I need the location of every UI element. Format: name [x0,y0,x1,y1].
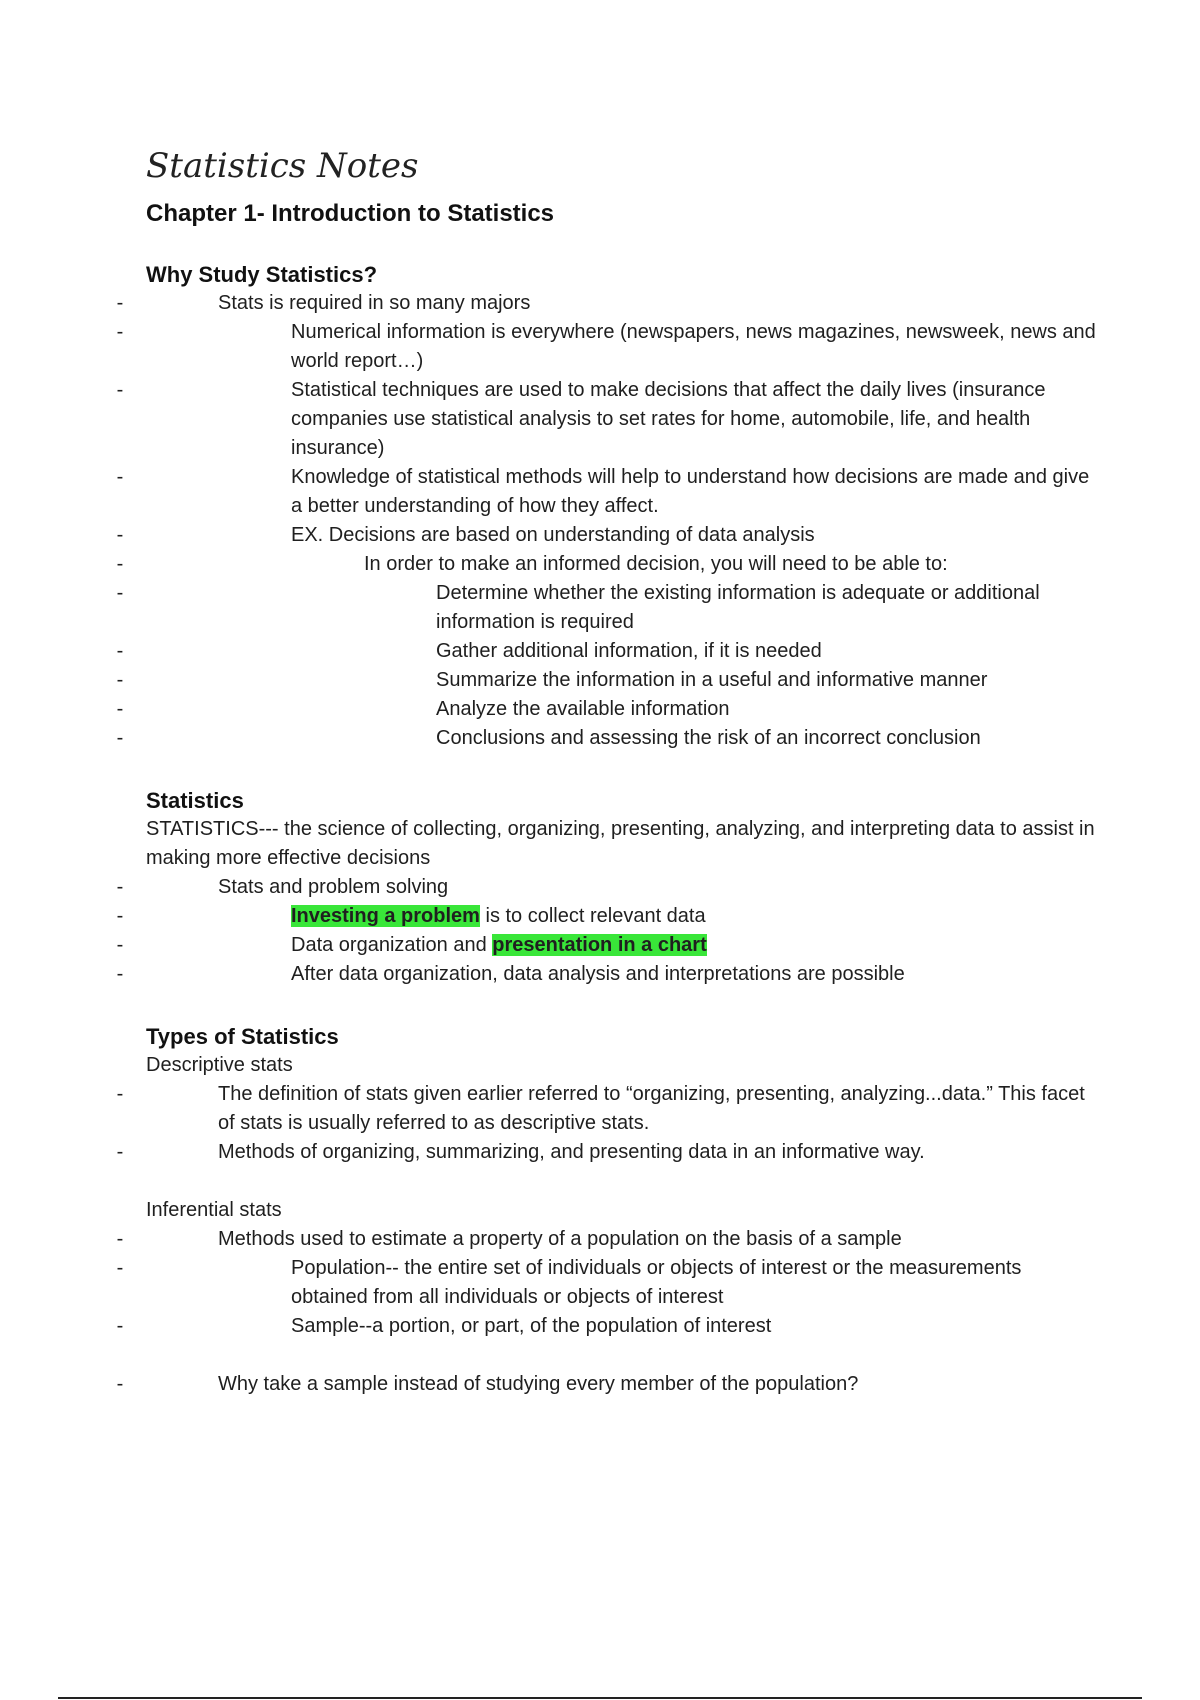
list-item-text: After data organization, data analysis and interpretations are possible [291,963,905,985]
list-item [116,1138,1096,1167]
spacer [146,989,1096,1022]
bullet-dash: - [116,669,124,691]
list-item [116,1312,1096,1341]
section-types [116,1022,1096,1399]
list-item [116,289,1096,318]
list-item [116,960,1096,989]
list-item-text: EX. Decisions are based on understanding of data analysis [291,524,815,546]
page-bottom-rule [58,1697,1142,1699]
list-item [116,637,1096,666]
list-item-text: Methods of organizing, summarizing, and presenting data in an informative way. [218,1141,925,1163]
bullet-dash: - [116,582,124,604]
document-title: Statistics Notes [146,146,419,186]
list-item [116,724,1096,753]
list-item-text: Why take a sample instead of studying every member of the population? [218,1373,859,1395]
bullet-dash: - [116,1257,124,1279]
list-item-text: Stats and problem solving [218,876,449,898]
spacer [146,234,1096,260]
bullet-dash: - [116,727,124,749]
bullet-dash: - [116,1315,124,1337]
list-item-text: Determine whether the existing information is adequate or additional information is required [436,582,1040,633]
list-item [116,463,1096,521]
list-item [116,318,1096,376]
bullet-dash: - [116,1141,124,1163]
list-item [116,873,1096,902]
bullet-dash: - [116,876,124,898]
bullet-dash: - [116,1228,124,1250]
list-item-text: In order to make an informed decision, you will need to be able to: [364,553,948,575]
section-heading: Why Study Statistics? [146,262,378,287]
spacer [146,1167,1096,1196]
list-item-text: Statistical techniques are used to make decisions that affect the daily lives (insurance companies use statistical analysis to set rates for home, automobile, life, and health insurance) [291,379,1046,459]
bullet-dash: - [116,292,124,314]
spacer [146,753,1096,786]
bullet-dash: - [116,963,124,985]
highlighted-text: Investing a problem [291,905,480,927]
bullet-dash: - [116,379,124,401]
list-item [116,902,1096,931]
bullet-dash: - [116,321,124,343]
list-item-text: Summarize the information in a useful and informative manner [436,669,988,691]
bullet-dash: - [116,934,124,956]
bullet-dash: - [116,905,124,927]
section-why-study [116,260,1096,753]
list-item-text: Sample--a portion, or part, of the population of interest [291,1315,772,1337]
list-item [116,666,1096,695]
list-item-text: Knowledge of statistical methods will help to understand how decisions are made and give a better understanding of how they affect. [291,466,1090,517]
subheading-descriptive: Descriptive stats [146,1054,293,1076]
chapter-title: Chapter 1- Introduction to Statistics [146,200,555,227]
list-item-text: Methods used to estimate a property of a population on the basis of a sample [218,1228,902,1250]
list-item-text: Data organization and [291,934,493,956]
list-item-text: Stats is required in so many majors [218,292,531,314]
document-page [116,138,1096,1399]
list-item [116,550,1096,579]
highlighted-text: presentation in a chart [492,934,707,956]
bullet-dash: - [116,524,124,546]
section-heading: Types of Statistics [146,1024,339,1049]
bullet-dash: - [116,553,124,575]
list-item [116,521,1096,550]
definition-text: STATISTICS--- the science of collecting, organizing, presenting, analyzing, and interpreting data to assist in making more effective decisions [146,818,1095,869]
list-item [116,376,1096,463]
list-item [116,579,1096,637]
list-item [116,695,1096,724]
bullet-dash: - [116,698,124,720]
bullet-dash: - [116,1373,124,1395]
list-item-text: Gather additional information, if it is needed [436,640,822,662]
spacer [146,1341,1096,1370]
list-item [116,1080,1096,1138]
list-item [116,1254,1096,1312]
list-item-text: is to collect relevant data [479,905,706,927]
subheading-inferential: Inferential stats [146,1199,282,1221]
list-item-text: The definition of stats given earlier referred to “organizing, presenting, analyzing...data.” This facet of stats is usually referred to as descriptive stats. [218,1083,1085,1134]
list-item-text: Population-- the entire set of individuals or objects of interest or the measurements obtained from all individuals or objects of interest [291,1257,1022,1308]
list-item-text: Analyze the available information [436,698,730,720]
bullet-dash: - [116,640,124,662]
list-item-text: Conclusions and assessing the risk of an incorrect conclusion [436,727,981,749]
list-item [116,931,1096,960]
section-heading: Statistics [146,788,244,813]
list-item-text: Numerical information is everywhere (newspapers, news magazines, newsweek, news and world report…) [291,321,1096,372]
list-item [116,1370,1096,1399]
bullet-dash: - [116,1083,124,1105]
bullet-dash: - [116,466,124,488]
section-statistics [116,786,1096,989]
list-item [116,1225,1096,1254]
